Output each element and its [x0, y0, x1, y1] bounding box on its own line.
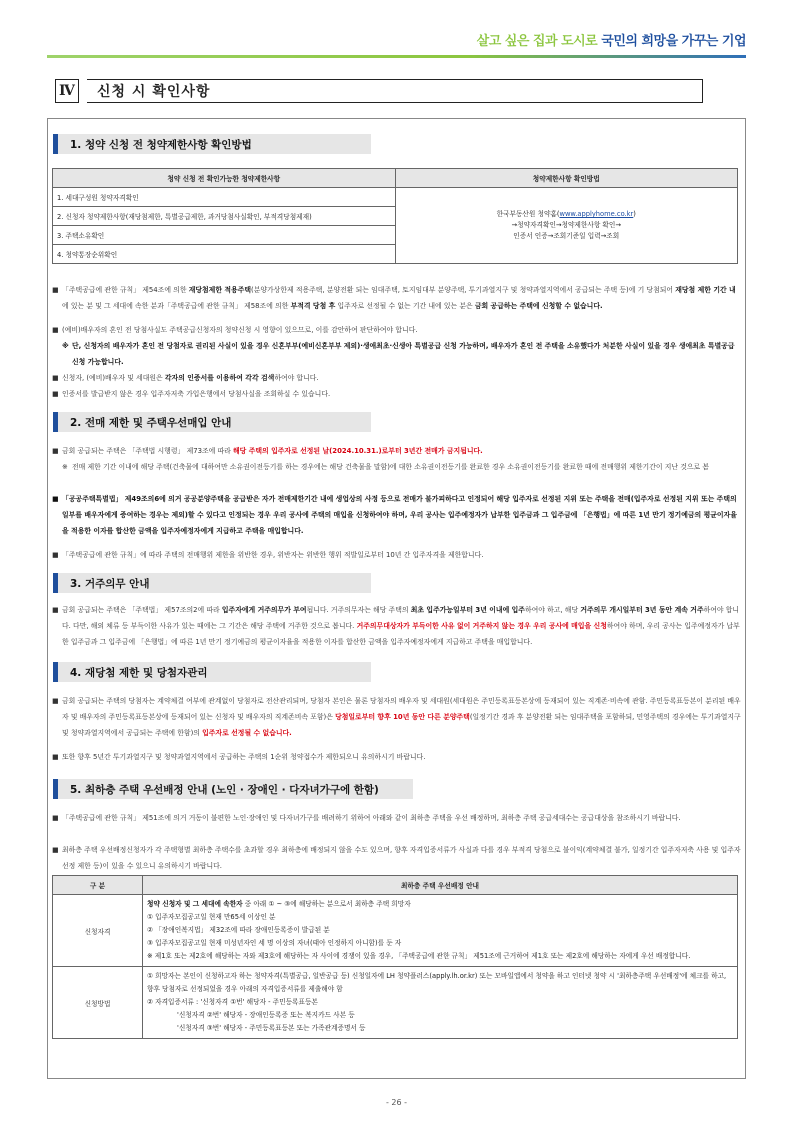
- method-cell: ① 희망자는 본인이 신청하고자 하는 청약자격(특별공급, 일반공급 등) 신청일자에 LH 청약플러스(apply.lh.or.kr) 또는 모바일앱에서 청약을 하고 인터넷 청약 시 '최하층주택 우선배정'에 체크를 하고, 향후 당첨자로 선정되었을 경우 아래의 자격입증서류를 제출해야 함 ② 자격입증서류 : '신청자격 ①번' 해당자 - 주민등록표등본 '신청자격 ②번' 해당자 - 장애인등록증 또는 복지카드 사본 등 '신청자격 ③번' 해당자 - 주민등록표등본 또는 가족관계증명서 등: [143, 967, 738, 1039]
- section-1-title: 1. 청약 신청 전 청약제한사항 확인방법: [53, 134, 371, 154]
- s1-para-3: ■ 신청자, (예비)배우자 및 세대원은 각자의 인증서를 이용하여 각각 검색하여야 합니다.: [52, 374, 319, 382]
- s5-para-1: ■ 「주택공급에 관한 규칙」 제51조에 의거 거동이 불편한 노인·장애인 및 다자녀가구를 배려하기 위하여 아래와 같이 최하층 주택을 우선 배정하며, 최하층 주택 공급세대수는 공급대상을 참조하시기 바랍니다.: [52, 814, 681, 822]
- row-label: 신청자격: [53, 895, 143, 967]
- chapter-number: Ⅳ: [55, 79, 79, 103]
- section-4-title: 4. 재당첨 제한 및 당첨자관리: [53, 662, 371, 682]
- s1-para-2: ■ (예비)배우자의 혼인 전 당첨사실도 주택공급신청자의 청약신청 시 영향이 있으므로, 이를 감안하여 판단하여야 합니다.: [52, 326, 418, 334]
- section-5-title: 5. 최하층 주택 우선배정 안내 (노인 · 장애인 · 다자녀가구에 한함): [53, 779, 413, 799]
- s1-note: ※ 단, 신청자의 배우자가 혼인 전 당첨자로 권리된 사실이 있을 경우 신혼부부(예비신혼부부 제외)·생애최초·신생아 특별공급 신청 가능하며, 배우자가 혼인 전 주택을 소유했다가 처분한 사실이 있을 경우 생애최초 특별공급 신청 가능합니다.: [62, 342, 735, 366]
- table-header: 최하층 주택 우선배정 안내: [143, 876, 738, 895]
- table-header: 구 분: [53, 876, 143, 895]
- s2-note: ※ 전매 제한 기간 이내에 해당 주택(건축물에 대하여만 소유권이전등기를 하는 경우에는 해당 건축물을 말함)에 대한 소유권이전등기를 완료한 경우 소유권이전등기를 완료한 때에 전매행위 제한기간이 지난 것으로 봄: [62, 463, 710, 471]
- applyhome-link[interactable]: www.applyhome.co.kr: [559, 210, 634, 219]
- section-3-title: 3. 거주의무 안내: [53, 573, 371, 593]
- lowest-floor-table: [52, 875, 738, 1039]
- table-cell: 2. 신청자 청약제한사항(재당첨제한, 특별공급제한, 과거당첨사실확인, 부적격당첨제재): [53, 207, 396, 226]
- s1-para-1: ■ 「주택공급에 관한 규칙」 제54조에 의한 재당첨제한 적용주택(분양가상한제 적용주택, 분양전환 되는 임대주택, 토지임대부 분양주택, 투기과열지구 및 청약과열지역에서 공급되는 주택 등)에 기 당첨되어 재당첨 제한 기간 내에 있는 분 및 그 세대에 속한 분과「주택공급에 관한 규칙」 제58조에 의한 부적격 당첨 후 입주자로 선정될 수 없는 기간 내에 있는 분은 금회 공급하는 주택에 신청할 수 없습니다.: [52, 286, 736, 310]
- table-cell: 3. 주택소유확인: [53, 226, 396, 245]
- s4-para-2: ■ 또한 향후 5년간 투기과열지구 및 청약과열지역에서 공급하는 주택의 1순위 청약접수가 제한되오니 유의하시기 바랍니다.: [52, 753, 426, 761]
- table-cell: 4. 청약통장순위확인: [53, 245, 396, 264]
- header-divider: [47, 55, 746, 58]
- chapter-title: 신청 시 확인사항: [87, 79, 703, 103]
- check-method-cell: 한국부동산원 청약홈(www.applyhome.co.kr) →청약자격확인→청약제한사항 확인→ 인증서 인증→조회기준일 입력→조회: [395, 188, 738, 264]
- table-cell: 1. 세대구성원 청약자격확인: [53, 188, 396, 207]
- s2-para-1: ■ 금회 공급되는 주택은 「주택법 시행령」 제73조에 따라 해당 주택의 입주자로 선정된 날(2024.10.31.)로부터 3년간 전매가 금지됩니다.: [52, 447, 483, 455]
- s1-para-4: ■ 인증서를 발급받지 않은 경우 입주자저축 가입은행에서 당첨사실을 조회하실 수 있습니다.: [52, 390, 331, 398]
- section-2-title: 2. 전매 제한 및 주택우선매입 안내: [53, 412, 371, 432]
- s4-para-1: ■ 금회 공급되는 주택의 당첨자는 계약체결 여부에 관계없이 당첨자로 전산관리되며, 당첨자 본인은 물론 당첨자의 배우자 및 세대원(세대원은 주민등록표등본상에 등재되어 있는 직계존·비속에 관함. 주민등록표등본이 분리된 배우자 및 배우자의 주민등록표등본상에 등재되어 있는 신청자 및 배우자의 직계존비속 포함)은 당첨일로부터 향후 10년 동안 다른 분양주택(일정기간 경과 후 분양전환 되는 임대주택을 포함하되, 민영주택의 경우에는 투기과열지구 및 청약과열지역에서 공급되는 주택에 한함)의 입주자로 선정될 수 없습니다.: [52, 697, 741, 737]
- s2-para-3: ■ 「주택공급에 관한 규칙」에 따라 주택의 전매행위 제한을 위반한 경우, 위반자는 위반한 행위 적발일로부터 10년 간 입주자격을 제한합니다.: [52, 551, 484, 559]
- row-label: 신청방법: [53, 967, 143, 1039]
- table-header: 청약 신청 전 확인가능한 청약제한사항: [53, 169, 396, 188]
- table-header: 청약제한사항 확인방법: [395, 169, 738, 188]
- restriction-check-table: [52, 168, 738, 264]
- chapter-heading: [55, 79, 703, 103]
- header-slogan: 살고 싶은 집과 도시로 국민의 희망을 가꾸는 기업: [476, 34, 746, 49]
- page-number: - 26 -: [385, 1098, 408, 1107]
- s3-para: ■ 금회 공급되는 주택은 「주택법」 제57조의2에 따라 입주자에게 거주의무가 부여됩니다. 거주의무자는 해당 주택의 최초 입주가능일부터 3년 이내에 입주하여야 하고, 해당 거주의무 개시일부터 3년 동안 계속 거주하여야 합니다. 다만, 해외 체류 등 부득이한 사유가 있는 때에는 그 기간은 해당 주택에 거주한 것으로 봅니다. 거주의무대상자가 부득이한 사유 없이 거주하지 않는 경우 우리 공사에 매입을 신청하여야 하며, 우리 공사는 입주예정자가 납부한 입주금과 그 입주금에 「은행법」에 따른 1년 만기 정기예금의 평균이자율을 적용한 이자를 합산한 금액을 입주자예정자에게 지급하고 주택을 매입합니다.: [52, 606, 740, 646]
- s2-para-2: ■ 「공공주택특별법」 제49조의6에 의거 공공분양주택을 공급받은 자가 전매제한기간 내에 생업상의 사정 등으로 전매가 불가피하다고 인정되어 해당 입주자로 선정된 지위 또는 주택을 전매(입주자로 선정된 지위 또는 주택의 일부를 배우자에게 증여하는 경우는 제외)할 수 있다고 인정되는 경우 우리 공사에 주택의 매입을 신청하여야 하며, 우리 공사는 입주예정자가 납부한 입주금과 그 입주금에 「은행법」에 따른 1년 만기 정기예금의 평균이자율을 적용한 이자를 합산한 금액을 입주자예정자에게 지급하고 주택을 매입합니다.: [52, 495, 737, 535]
- s5-para-2: ■ 최하층 주택 우선배정신청자가 각 주택형별 최하층 주택수를 초과할 경우 최하층에 배정되지 않을 수도 있으며, 향후 자격입증서류가 사실과 다를 경우 부적격 당첨으로 불이익(계약체결 불가, 일정기간 입주자저축 사용 및 입주자선정 제한 등)이 있을 수 있으니 유의하시기 바랍니다.: [52, 846, 741, 870]
- eligibility-cell: 청약 신청자 및 그 세대에 속한자 중 아래 ① ~ ③에 해당하는 분으로서 최하층 주택 희망자 ① 입주자모집공고일 현재 만65세 이상인 분 ② 「장애인복지법」 제32조에 따라 장애인등록증이 발급된 분 ③ 입주자모집공고일 현재 미성년자인 세 명 이상의 자녀(태아 인정하지 아니함)를 둔 자 ※ 제1호 또는 제2호에 해당하는 자와 제3호에 해당하는 자 사이에 경쟁이 있을 경우, 「주택공급에 관한 규칙」 제51조에 근거하여 제1호 또는 제2호에 해당하는 자에게 우선 배정합니다.: [143, 895, 738, 967]
